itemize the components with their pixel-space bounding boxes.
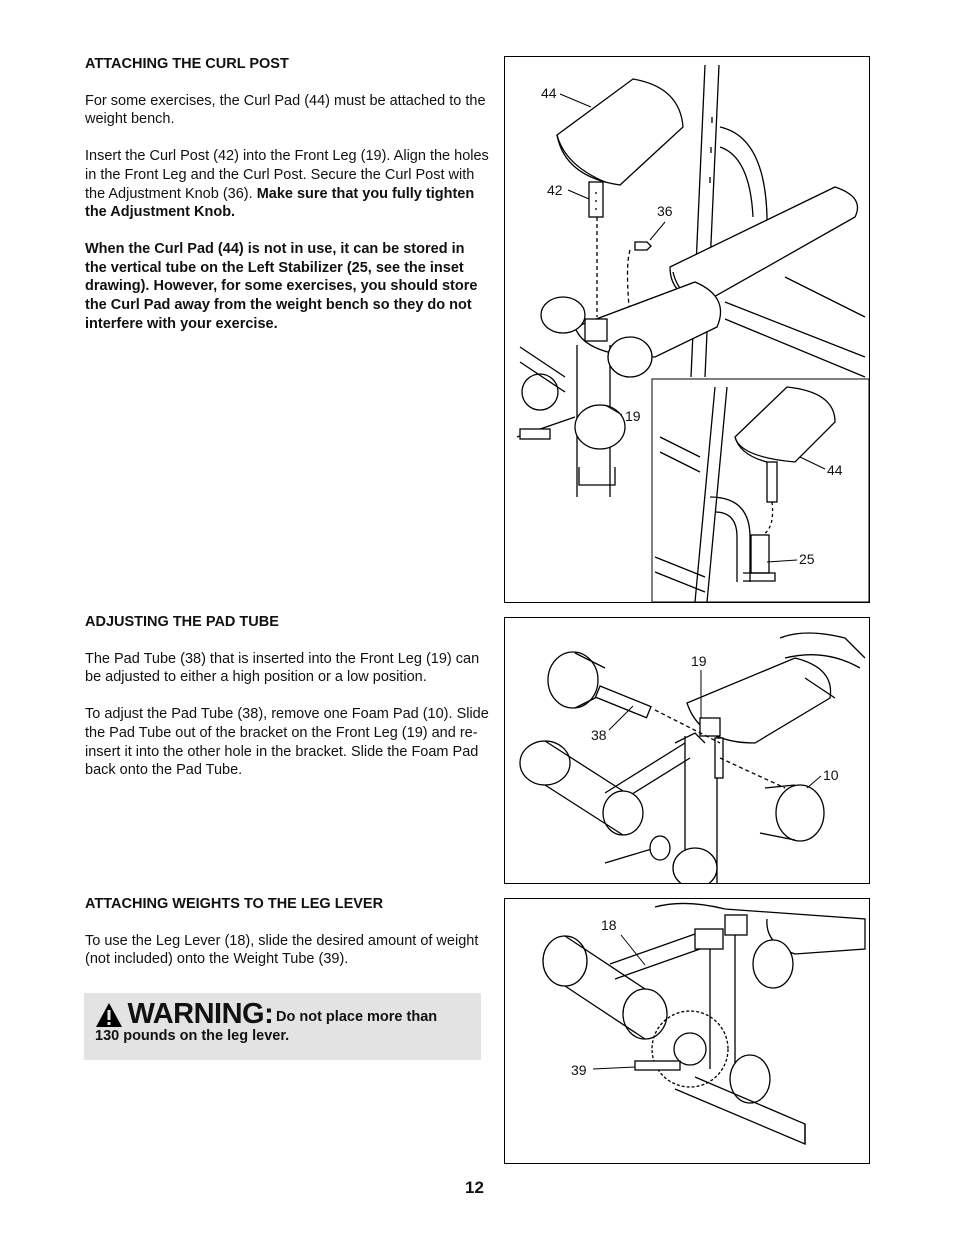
warning-box <box>84 993 481 1060</box>
label-39: 39 <box>571 1062 587 1078</box>
pad-tube-paragraph-1: The Pad Tube (38) that is inserted into the Front Leg (19) can be adjusted to either a high position or a low position. <box>85 650 480 686</box>
pad-tube-illustration <box>505 618 869 883</box>
label-44: 44 <box>541 85 557 101</box>
label-10: 10 <box>823 767 839 783</box>
warning-text: Do not place more than 130 pounds on the leg lever. <box>95 1009 438 1044</box>
leg-lever-figure <box>504 898 870 1164</box>
leg-lever-section <box>85 895 490 969</box>
warning-title: WARNING: <box>127 998 274 1030</box>
curl-post-paragraph-2 <box>85 147 490 222</box>
page-number: 12 <box>465 1178 484 1197</box>
pad-tube-figure <box>504 617 870 884</box>
curl-post-tighten-note: Make sure that you fully tighten the Adjustment Knob. <box>85 185 475 221</box>
curl-pad-storage-note: When the Curl Pad (44) is not in use, it can be stored in the vertical tube on the Left Stabilizer (25, see the inset drawing). However, for some exercises, you should store the Curl Pad away from the weight bench so they do not interfere with your exercise. <box>85 240 478 332</box>
inset-label-44: 44 <box>827 462 843 478</box>
curl-post-heading: ATTACHING THE CURL POST <box>85 56 289 72</box>
pad-tube-section <box>85 613 490 780</box>
curl-post-section <box>85 55 490 333</box>
label-19: 19 <box>691 653 707 669</box>
pad-tube-paragraph-2: To adjust the Pad Tube (38), remove one Foam Pad (10). Slide the Pad Tube out of the bracket on the Front Leg (19) and re-insert it into the other hole in the bracket. Slide the Foam Pad back onto the Pad Tube. <box>85 706 489 779</box>
curl-post-instructions: Insert the Curl Post (42) into the Front Leg (19). Align the holes in the Front Leg and the Curl Post. Secure the Curl Post with the Adjustment Knob (36). <box>85 148 489 202</box>
pad-tube-heading: ADJUSTING THE PAD TUBE <box>85 614 279 630</box>
leg-lever-illustration <box>505 899 869 1163</box>
inset-label-25: 25 <box>799 551 815 567</box>
label-36: 36 <box>657 203 673 219</box>
leg-lever-heading: ATTACHING WEIGHTS TO THE LEG LEVER <box>85 896 384 912</box>
label-38: 38 <box>591 727 607 743</box>
curl-post-figure <box>504 56 870 603</box>
curl-post-paragraph-1: For some exercises, the Curl Pad (44) must be attached to the weight bench. <box>85 92 486 128</box>
label-19: 19 <box>625 408 641 424</box>
leg-lever-paragraph: To use the Leg Lever (18), slide the desired amount of weight (not included) onto the Weight Tube (39). <box>85 932 479 968</box>
curl-post-illustration <box>505 57 869 602</box>
label-42: 42 <box>547 182 563 198</box>
label-18: 18 <box>601 917 617 933</box>
